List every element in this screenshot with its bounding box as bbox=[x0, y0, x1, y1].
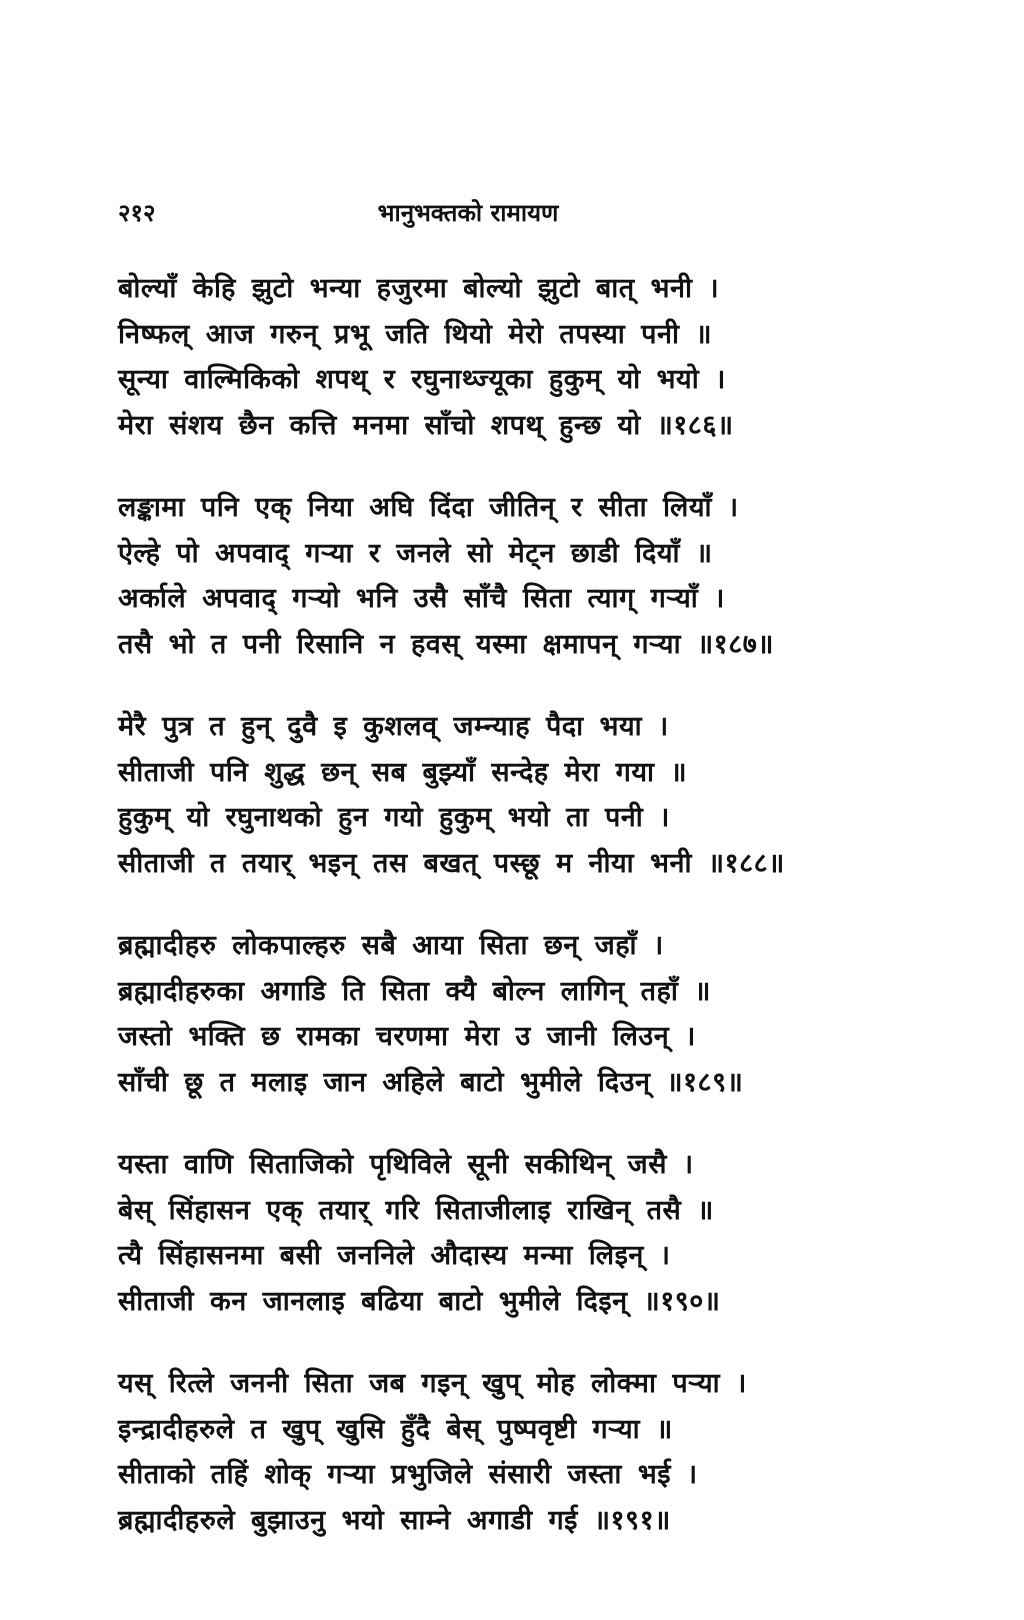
verse-line: हुकुम् यो रघुनाथको हुन गयो हुकुम् भयो ता पनी । bbox=[118, 802, 670, 833]
stanza-189 bbox=[118, 923, 898, 1105]
verse-line: ऐल्हे पो अपवाद् गऱ्या र जनले सो मेट्न छाडी दियाँ ॥ bbox=[118, 537, 713, 569]
book-title: भानुभक्तको रामायण bbox=[377, 199, 559, 227]
verse-line: सून्या वाल्मिकिको शपथ् र रघुनाथ्ज्यूका हुकुम् यो भयो । bbox=[118, 364, 726, 395]
verse-line: त्यै सिंहासनमा बसी जननिले औदास्य मन्मा लिइन् । bbox=[118, 1240, 671, 1271]
verse-line: साँची छू त मलाइ जान अहिले बाटो भुमीले दिउन् ॥१८९॥ bbox=[118, 1066, 744, 1098]
verse-line: जस्तो भक्ति छ रामका चरणमा मेरा उ जानी लिउन् । bbox=[118, 1021, 696, 1052]
verse-line: इन्द्रादीहरुले त खुप् खुसि हुँदै बेस् पुष्पवृष्टी गऱ्या ॥ bbox=[118, 1413, 673, 1445]
stanza-187 bbox=[118, 485, 898, 667]
verse-line: अर्काले अपवाद् गऱ्यो भनि उसै साँचै सिता त्याग् गऱ्याँ । bbox=[118, 583, 725, 614]
verse-line: यस् रित्ले जननी सिता जब गइन् खुप् मोह लोक्मा पऱ्या । bbox=[118, 1368, 747, 1399]
page-number: २१२ bbox=[118, 199, 156, 227]
verse-block bbox=[118, 266, 898, 1580]
verse-line: बेस् सिंहासन एक् तयार् गरि सिताजीलाइ राखिन् तसै ॥ bbox=[118, 1194, 714, 1226]
verse-line: ब्रह्मादीहरुले बुझाउनु भयो साम्ने अगाडी गई ॥१९१॥ bbox=[118, 1504, 671, 1536]
verse-line: सीताजी कन जानलाइ बढिया बाटो भुमीले दिइन् ॥१९०॥ bbox=[118, 1285, 721, 1317]
verse-line: निष्फल् आज गरुन् प्रभू जति थियो मेरो तपस्या पनी ॥ bbox=[118, 318, 713, 350]
verse-line: मेरा संशय छैन कत्ति मनमा साँचो शपथ् हुन्छ यो ॥१८६॥ bbox=[118, 409, 734, 441]
stanza-188 bbox=[118, 704, 898, 886]
verse-line: लङ्कामा पनि एक् निया अघि दिंदा जीतिन् र सीता लियाँ । bbox=[118, 492, 739, 523]
stanza-191 bbox=[118, 1361, 898, 1543]
verse-line: सीताको तहिं शोक् गऱ्या प्रभुजिले संसारी जस्ता भई । bbox=[118, 1459, 698, 1490]
verse-line: यस्ता वाणि सिताजिको पृथिविले सूनी सकीथिन् जसै । bbox=[118, 1149, 694, 1180]
verse-line: बोल्याँ केहि झुटो भन्या हजुरमा बोल्यो झुटो बात् भनी । bbox=[118, 273, 720, 304]
stanza-190 bbox=[118, 1142, 898, 1324]
verse-line: सीताजी त तयार् भइन् तस बखत् पस्छू म नीया भनी ॥१८८॥ bbox=[118, 847, 785, 879]
verse-line: तसै भो त पनी रिसानि न हवस् यस्मा क्षमापन् गऱ्या ॥१८७॥ bbox=[118, 628, 774, 660]
verse-line: सीताजी पनि शुद्ध छन् सब बुझ्याँ सन्देह मेरा गया ॥ bbox=[118, 756, 688, 788]
stanza-186 bbox=[118, 266, 898, 448]
verse-line: मेरै पुत्र त हुन् दुवै इ कुशलव् जम्न्याह पैदा भया । bbox=[118, 711, 669, 742]
verse-line: ब्रह्मादीहरुका अगाडि ति सिता क्यै बोल्न लागिन् तहाँ ॥ bbox=[118, 975, 711, 1007]
running-header bbox=[118, 196, 818, 236]
verse-line: ब्रह्मादीहरु लोकपाल्हरु सबै आया सिता छन् जहाँ । bbox=[118, 930, 664, 961]
